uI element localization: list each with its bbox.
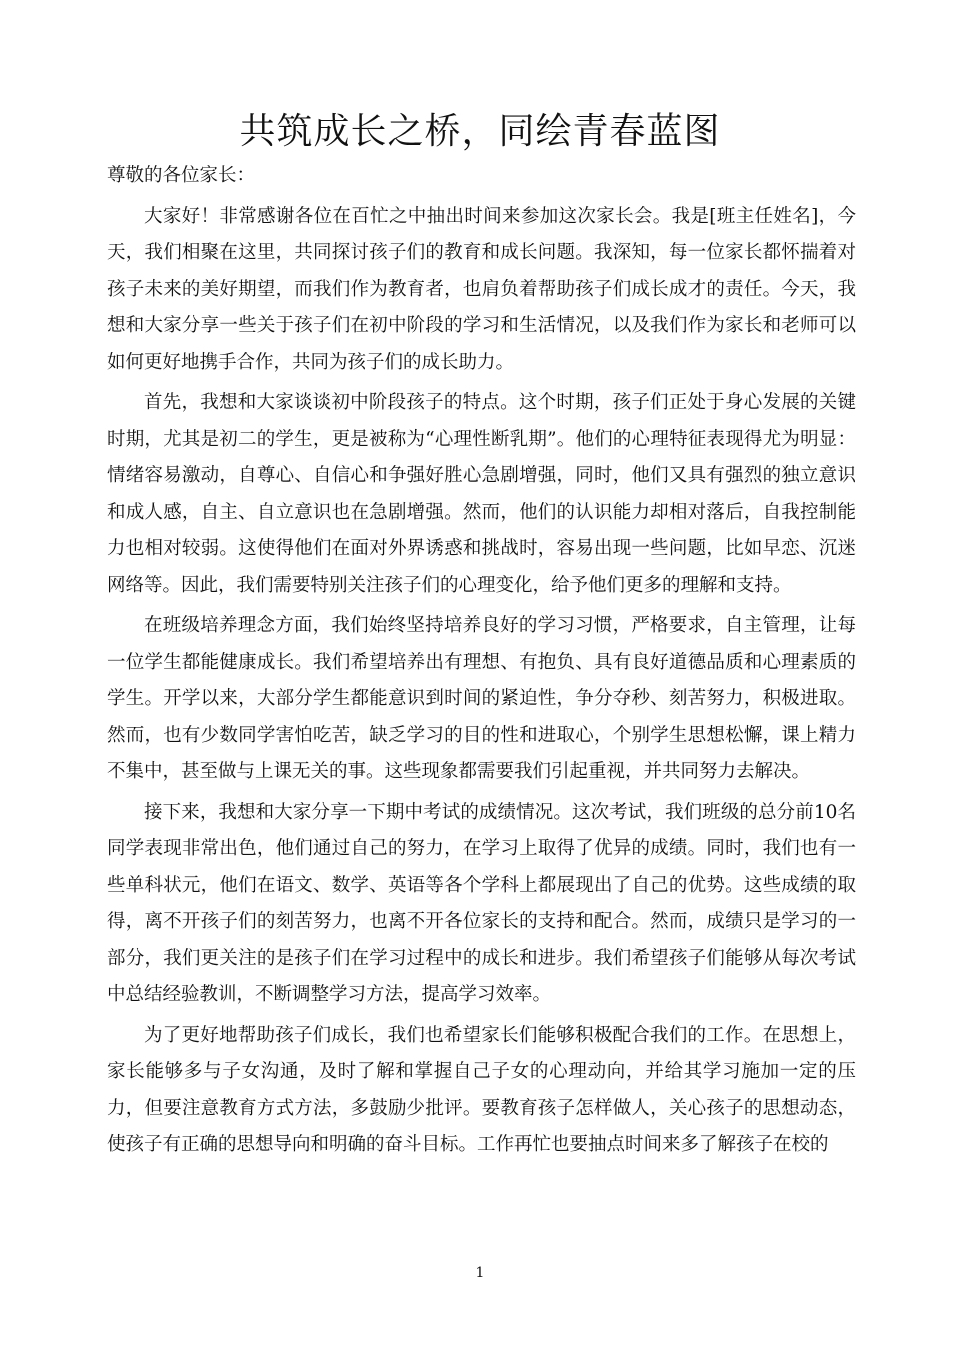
paragraph-class-philosophy: 在班级培养理念方面，我们始终坚持培养良好的学习习惯，严格要求，自主管理，让每一位学生都能健康成长。我们希望培养出有理想、有抱负、具有良好道德品质和心理素质的学生。开学以来，大部分学生都能意识到时间的紧迫性，争分夺秒、刻苦努力，积极进取。然而，也有少数同学害怕吃苦，缺乏学习的目的性和进取心，个别学生思想松懈，课上精力不集中，甚至做与上课无关的事。这些现象都需要我们引起重视，并共同努力去解决。 xyxy=(107,615,856,782)
document-title: 共筑成长之桥，同绘青春蓝图 xyxy=(239,111,721,152)
page-number: 1 xyxy=(475,1265,485,1281)
document-body xyxy=(107,158,856,1164)
paragraph-parent-cooperation: 为了更好地帮助孩子们成长，我们也希望家长们能够积极配合我们的工作。在思想上，家长能够多与子女沟通，及时了解和掌握自己子女的心理动向，并给其学习施加一定的压力，但要注意教育方式方法，多鼓励少批评。要教育孩子怎样做人，关心孩子的思想动态，使孩子有正确的思想导向和明确的奋斗目标。工作再忙也要抽点时间来多了解孩子在校的 xyxy=(107,1024,856,1155)
paragraph-midterm-results: 接下来，我想和大家分享一下期中考试的成绩情况。这次考试，我们班级的总分前10名同学表现非常出色，他们通过自己的努力，在学习上取得了优异的成绩。同时，我们也有一些单科状元，他们在语文、数学、英语等各个学科上都展现出了自己的优势。这些成绩的取得，离不开孩子们的刻苦努力，也离不开各位家长的支持和配合。然而，成绩只是学习的一部分，我们更关注的是孩子们在学习过程中的成长和进步。我们希望孩子们能够从每次考试中总结经验教训，不断调整学习方法，提高学习效率。 xyxy=(107,801,856,1005)
paragraph-greeting: 大家好！非常感谢各位在百忙之中抽出时间来参加这次家长会。我是[班主任姓名]，今天，我们相聚在这里，共同探讨孩子们的教育和成长问题。我深知，每一位家长都怀揣着对孩子未来的美好期望，而我们作为教育者，也肩负着帮助孩子们成长成才的责任。今天，我想和大家分享一些关于孩子们在初中阶段的学习和生活情况，以及我们作为家长和老师可以如何更好地携手合作，共同为孩子们的成长助力。 xyxy=(107,205,856,373)
salutation: 尊敬的各位家长： xyxy=(107,165,256,186)
paragraph-student-characteristics: 首先，我想和大家谈谈初中阶段孩子的特点。这个时期，孩子们正处于身心发展的关键时期，尤其是初二的学生，更是被称为“心理性断乳期”。他们的心理特征表现得尤为明显：情绪容易激动，自尊心、自信心和争强好胜心急剧增强，同时，他们又具有强烈的独立意识和成人感，自主、自立意识也在急剧增强。然而，他们的认识能力却相对落后，自我控制能力也相对较弱。这使得他们在面对外界诱惑和挑战时，容易出现一些问题，比如早恋、沉迷网络等。因此，我们需要特别关注孩子们的心理变化，给予他们更多的理解和支持。 xyxy=(107,392,856,596)
